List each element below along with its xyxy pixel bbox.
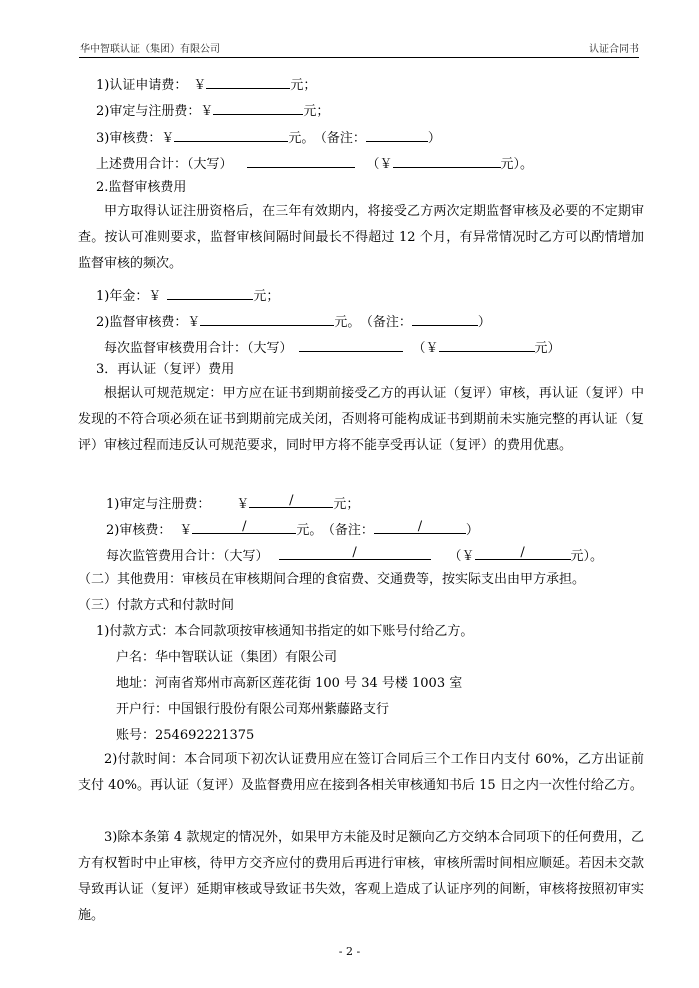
- surveillance-total-number-blank[interactable]: [439, 337, 535, 352]
- audit-fee-blank[interactable]: [174, 127, 288, 142]
- payment-clause3-paragraph: 3)除本条第 4 款规定的情况外，如果甲方未能及时足额向乙方交纳本合同项下的任何费用，乙方有权暂时中止审核，待甲方交齐应付的费用后再进行审核，审核所需时间相应顺延。若因未交款导致再认证（复评）延期审核或导致证书失效，客观上造成了认证序列的间断，审核将按照初审实施。: [78, 830, 644, 923]
- section2-title: 2.监督审核费用: [96, 180, 187, 195]
- recert-registration-fee-blank[interactable]: /: [249, 493, 333, 508]
- fees-total-number-blank[interactable]: [393, 153, 501, 168]
- recert-registration-fee-line: 1)审定与注册费： ￥ / 元；: [106, 493, 360, 512]
- annual-fee-line: 1)年金：￥ 元；: [96, 285, 279, 306]
- account-name: 户名：华中智联认证（集团）有限公司: [116, 650, 338, 665]
- section3-paragraph: 根据认可规范规定：甲方应在证书到期前接受乙方的再认证（复评）审核，再认证（复评）中发现的不符合项必须在证书到期前完成关闭，否则将可能构成证书到期前未实施完整的再认证（复评）审核过程而违反认可规范要求，同时甲方将不能享受再认证（复评）的费用优惠。: [78, 386, 644, 453]
- section2-paragraph: 甲方取得认证注册资格后，在三年有效期内，将接受乙方两次定期监督审核及必要的不定期审查。按认可准则要求，监督审核间隔时间最长不得超过 12 个月，有异常情况时乙方可以酌情增加监督审核的频次。: [78, 204, 644, 271]
- account-bank: 开户行：中国银行股份有限公司郑州紫藤路支行: [116, 702, 390, 717]
- recert-total-words-blank[interactable]: /: [279, 545, 431, 560]
- section3-title: 3．再认证（复评）费用: [96, 362, 235, 377]
- surveillance-audit-fee-blank[interactable]: [200, 311, 334, 326]
- payment-time-paragraph: 2)付款时间：本合同项下初次认证费用应在签订合同后三个工作日内支付 60%，乙方出证前支付 40%。再认证（复评）及监督费用应在接到各相关审核通知书后 15 日之内一次性付给乙方。: [78, 752, 644, 793]
- surveillance-total-words-blank[interactable]: [299, 337, 403, 352]
- recert-audit-fee-line: 2)审核费： ￥ / 元。 （备注： / ）: [106, 519, 479, 538]
- account-number: 账号：254692221375: [116, 728, 255, 743]
- review-registration-fee-line: 2)审定与注册费：￥ 元；: [96, 100, 329, 121]
- other-fees-line: （二）其他费用：审核员在审核期间合理的食宿费、交通费等，按实际支出由甲方承担。: [78, 572, 586, 587]
- header-divider: [79, 57, 639, 58]
- audit-fee-note-blank[interactable]: [366, 127, 428, 142]
- payment-title: （三）付款方式和付款时间: [78, 598, 235, 613]
- header-doc-title: 认证合同书: [589, 44, 639, 55]
- header-company: 华中智联认证（集团）有限公司: [80, 44, 220, 55]
- surveillance-audit-note-blank[interactable]: [412, 311, 478, 326]
- recert-total-line: 每次监管费用合计：（大写） / （￥ / 元）。: [106, 545, 604, 564]
- account-address: 地址：河南省郑州市高新区莲花街 100 号 34 号楼 1003 室: [116, 676, 463, 691]
- surveillance-audit-fee-line: 2)监督审核费：￥ 元。 （备注： ）: [96, 311, 491, 332]
- annual-fee-blank[interactable]: [167, 285, 253, 300]
- review-registration-fee-blank[interactable]: [213, 100, 303, 115]
- audit-fee-line: 3)审核费：￥ 元。 （备注： ）: [96, 127, 441, 148]
- fees-total-words-blank[interactable]: [247, 153, 355, 168]
- recert-audit-note-blank[interactable]: /: [374, 519, 466, 534]
- page-number: - 2 -: [338, 945, 361, 958]
- recert-total-number-blank[interactable]: /: [475, 545, 571, 560]
- fees-total-line: 上述费用合计：（大写） （￥ 元）。: [96, 153, 533, 174]
- recert-audit-fee-blank[interactable]: /: [192, 519, 296, 534]
- application-fee-line: 1)认证申请费： ￥ 元；: [96, 74, 316, 95]
- payment-method: 1)付款方式：本合同款项按审核通知书指定的如下账号付给乙方。: [96, 624, 474, 639]
- surveillance-total-line: 每次监督审核费用合计：（大写） （￥ 元）: [104, 337, 561, 358]
- application-fee-blank[interactable]: [206, 74, 290, 89]
